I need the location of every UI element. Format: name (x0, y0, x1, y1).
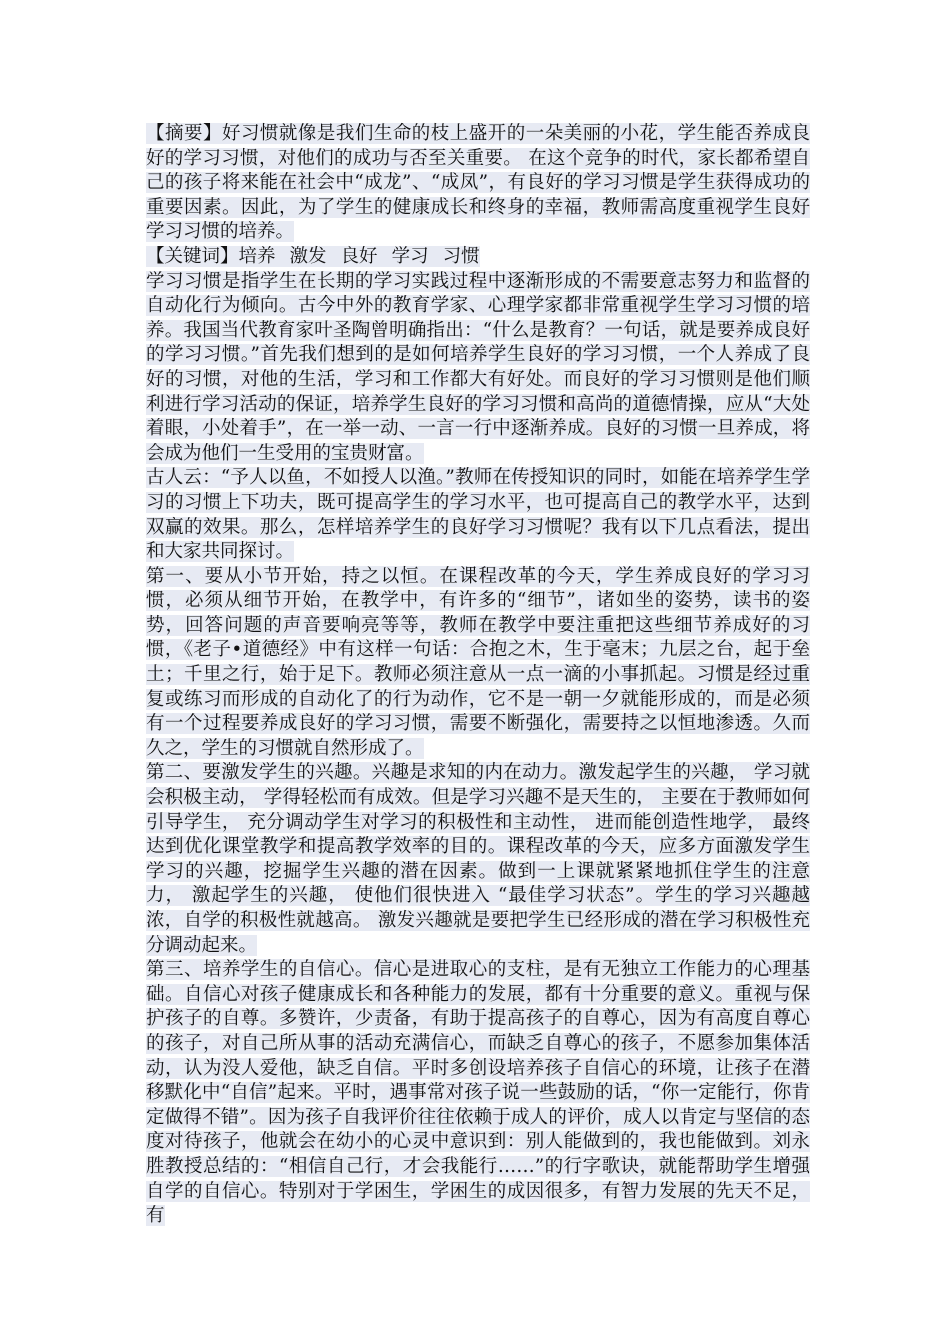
abstract-paragraph (146, 122, 810, 245)
keyword-term: 良好 (340, 245, 378, 267)
body-paragraph-text: 古人云：“予人以鱼，不如授人以渔。”教师在传授知识的同时，如能在培养学生学习的习惯上下功夫，既可提高学生的学习水平，也可提高自己的教学水平，达到双赢的效果。那么，怎样培养学生的良好学习习惯呢？我有以下几点看法，提出和大家共同探讨。 (146, 467, 810, 563)
body-paragraph-5 (146, 958, 810, 1229)
body-paragraph-4 (146, 761, 810, 958)
body-paragraph-text: 学习习惯是指学生在长期的学习实践过程中逐渐形成的不需要意志努力和监督的自动化行为倾向。古今中外的教育学家、心理学家都非常重视学生学习习惯的培养。我国当代教育家叶圣陶曾明确指出：“什么是教育？一句话，就是要养成良好的学习习惯。”首先我们想到的是如何培养学生良好的学习习惯，一个人养成了良好的习惯，对他的生活，学习和工作都大有好处。而良好的学习习惯则是他们顺利进行学习活动的保证，培养学生良好的学习习惯和高尚的道德情操，应从“大处着眼，小处着手”，在一举一动、一言一行中逐渐养成。良好的习惯一旦养成，将会成为他们一生受用的宝贵财富。 (146, 270, 810, 464)
keywords-highlight (146, 246, 480, 267)
document-body (146, 122, 810, 1229)
keyword-term: 培养 (238, 245, 276, 267)
abstract-label: 【摘要】 (146, 123, 222, 144)
keyword-term: 习惯 (442, 245, 480, 267)
keywords-label: 【关键词】 (146, 245, 239, 267)
body-paragraph-text: 第三、培养学生的自信心。信心是进取心的支柱，是有无独立工作能力的心理基础。自信心对孩子健康成长和各种能力的发展，都有十分重要的意义。重视与保护孩子的自尊。多赞许，少责备，有助于提高孩子的自尊心，因为有高度自尊心的孩子，对自己所从事的活动充满信心，而缺乏自尊心的孩子，不愿参加集体活动，认为没人爱他，缺乏自信。平时多创设培养孩子自信心的环境，让孩子在潜移默化中“自信”起来。平时，遇事常对孩子说一些鼓励的话，“你一定能行，你肯定做得不错”。因为孩子自我评价往往依赖于成人的评价，成人以肯定与坚信的态度对待孩子，他就会在幼小的心灵中意识到：别人能做到的，我也能做到。刘永胜教授总结的：“相信自己行，才会我能行……”的行字歌诀，就能帮助学生增强自学的自信心。特别对于学困生，学困生的成因很多，有智力发展的先天不足，有 (146, 959, 810, 1227)
keyword-term: 激发 (289, 245, 327, 267)
abstract-highlight (146, 123, 810, 242)
body-paragraph-2 (146, 466, 810, 564)
body-paragraph-text: 第一、要从小节开始，持之以恒。在课程改革的今天，学生养成良好的学习习惯，必须从细节开始，在教学中，有许多的“细节”，诸如坐的姿势，读书的姿势，回答问题的声音要响亮等等，教师在教学中要注重把这些细节养成好的习惯，《老子•道德经》中有这样一句话：合抱之木，生于毫末；九层之台，起于垒土；千里之行，始于足下。教师必须注意从一点一滴的小事抓起。习惯是经过重复或练习而形成的自动化了的行为动作，它不是一朝一夕就能形成的，而是必须有一个过程要养成良好的学习习惯，需要不断强化，需要持之以恒地渗透。久而久之，学生的习惯就自然形成了。 (146, 565, 810, 759)
body-paragraph-text: 第二、要激发学生的兴趣。兴趣是求知的内在动力。激发起学生的兴趣， 学习就会积极主动， 学得轻松而有成效。但是学习兴趣不是天生的， 主要在于教师如何引导学生， 充分调动学生对学习的积极性和主动性， 进而能创造性地学， 最终达到优化课堂教学和提高教学效率的目的。课程改革的今天，应多方面激发学生学习的兴趣，挖掘学生兴趣的潜在因素。做到一上课就紧紧地抓住学生的注意力， 激起学生的兴趣， 使他们很快进入 “最佳学习状态”。学生的学习兴趣越浓，自学的积极性就越高。 激发兴趣就是要把学生已经形成的潜在学习积极性充分调动起来。 (146, 762, 810, 956)
keyword-term: 学习 (391, 245, 429, 267)
body-paragraph-3 (146, 565, 810, 762)
abstract-text: 好习惯就像是我们生命的枝上盛开的一朵美丽的小花，学生能否养成良好的学习习惯，对他们的成功与否至关重要。 在这个竞争的时代，家长都希望自己的孩子将来能在社会中“成龙”、“成凤”，有良好的学习习惯是学生获得成功的重要因素。因此，为了学生的健康成长和终身的幸福，教师需高度重视学生良好学习习惯的培养。 (146, 123, 810, 243)
body-paragraph-1 (146, 270, 810, 467)
keywords-paragraph (146, 245, 810, 270)
